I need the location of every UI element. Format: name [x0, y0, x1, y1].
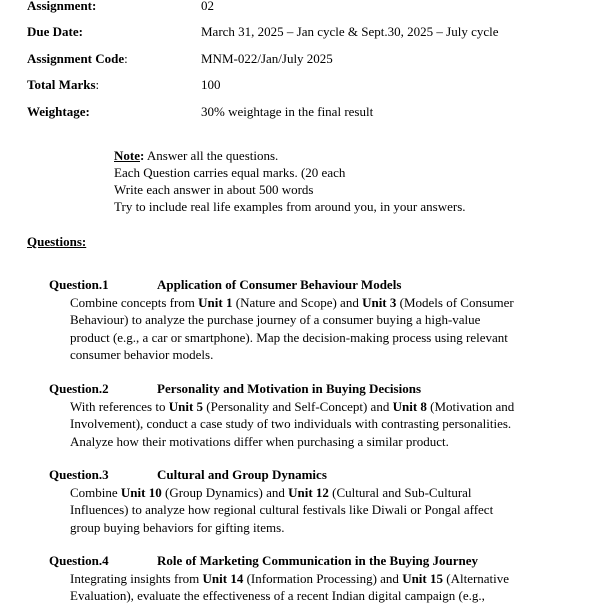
unit-reference: Unit 8	[392, 399, 427, 414]
assignment-value: 02	[201, 0, 214, 13]
unit-reference: Unit 15	[402, 571, 443, 586]
question-body	[70, 570, 575, 605]
question-header	[49, 552, 579, 570]
total-marks-label: Total Marks:	[27, 77, 100, 92]
question-title: Personality and Motivation in Buying Decisions	[157, 381, 421, 396]
body-text: With references to	[70, 399, 169, 414]
note-line-2: Each Question carries equal marks. (20 each	[114, 165, 346, 180]
body-text: (Personality and Self-Concept) and	[203, 399, 393, 414]
question-number: Question.1	[49, 277, 109, 292]
question-body-line	[70, 346, 575, 363]
note-block	[114, 147, 466, 215]
body-text: (Motivation and	[426, 399, 515, 414]
unit-reference: Unit 3	[362, 295, 397, 310]
body-text: (Nature and Scope) and	[232, 295, 363, 310]
body-text: (Alternative	[443, 571, 510, 586]
question-body-line	[70, 519, 575, 536]
question-body-line	[70, 570, 575, 587]
body-text: Combine	[70, 485, 121, 500]
question-body-line	[70, 294, 575, 311]
question-header	[49, 380, 579, 398]
body-text: Combine concepts from	[70, 295, 199, 310]
note-line-3: Write each answer in about 500 words	[114, 182, 314, 197]
body-text: Behaviour) to analyze the purchase journey of a consumer buying a high-value	[70, 312, 481, 328]
body-text: (Cultural and Sub-Cultural	[328, 485, 472, 500]
unit-reference: Unit 1	[198, 295, 233, 310]
question-header	[49, 276, 579, 294]
unit-reference: Unit 14	[202, 571, 244, 586]
question-body-line	[70, 501, 575, 518]
total-marks-value: 100	[201, 77, 221, 92]
question-1	[49, 276, 579, 363]
question-body-line	[70, 433, 575, 450]
assignment-code-value: MNM-022/Jan/July 2025	[201, 51, 333, 66]
question-body	[70, 484, 575, 536]
question-body-line	[70, 398, 575, 415]
body-text: group buying behaviors for gifting items.	[70, 519, 285, 535]
question-number: Question.3	[49, 467, 109, 482]
question-body	[70, 294, 575, 363]
due-date-value: March 31, 2025 – Jan cycle & Sept.30, 2025 – July cycle	[201, 24, 499, 39]
unit-reference: Unit 12	[288, 485, 329, 500]
body-text: Integrating insights from	[70, 571, 203, 586]
weightage-label: Weightage:	[27, 104, 90, 119]
note-line-4: Try to include real life examples from around you, in your answers.	[114, 199, 466, 214]
questions-heading: Questions:	[27, 234, 87, 249]
question-body-line	[70, 311, 575, 328]
question-body-line	[70, 329, 575, 346]
unit-reference: Unit 10	[120, 485, 162, 500]
assignment-label: Assignment:	[27, 0, 97, 13]
body-text: Involvement), conduct a case study of two individuals with contrasting personalities.	[70, 416, 512, 432]
question-3	[49, 466, 579, 536]
body-text: Analyze how their motivations differ when purchasing a similar product.	[70, 433, 449, 449]
question-body-line	[70, 484, 575, 501]
question-title: Role of Marketing Communication in the Buying Journey	[157, 553, 479, 568]
question-2	[49, 380, 579, 450]
due-date-label: Due Date:	[27, 24, 83, 39]
assignment-code-label: Assignment Code:	[27, 51, 128, 66]
weightage-value: 30% weightage in the final result	[201, 104, 374, 119]
unit-reference: Unit 5	[168, 399, 204, 414]
question-header	[49, 466, 579, 484]
body-text: (Models of Consumer	[396, 295, 514, 310]
body-text: product (e.g., a car or smartphone). Map the decision-making process using relevant	[70, 329, 508, 345]
question-title: Application of Consumer Behaviour Models	[157, 277, 402, 292]
question-4	[49, 552, 579, 605]
body-text: Influences) to analyze how regional cultural festivals like Diwali or Pongal affect	[70, 502, 494, 518]
question-number: Question.4	[49, 553, 109, 568]
question-body-line	[70, 415, 575, 432]
body-text: (Information Processing) and	[243, 571, 403, 586]
question-body	[70, 398, 575, 450]
question-title: Cultural and Group Dynamics	[157, 467, 327, 482]
body-text: (Group Dynamics) and	[161, 485, 289, 500]
note-line-1: Note: Answer all the questions.	[114, 148, 279, 163]
note-label: Note	[114, 148, 140, 163]
body-text: consumer behavior models.	[70, 346, 214, 362]
question-body-line	[70, 587, 575, 604]
question-number: Question.2	[49, 381, 109, 396]
body-text: Evaluation), evaluate the effectiveness of a recent Indian digital campaign (e.g.,	[70, 588, 485, 604]
